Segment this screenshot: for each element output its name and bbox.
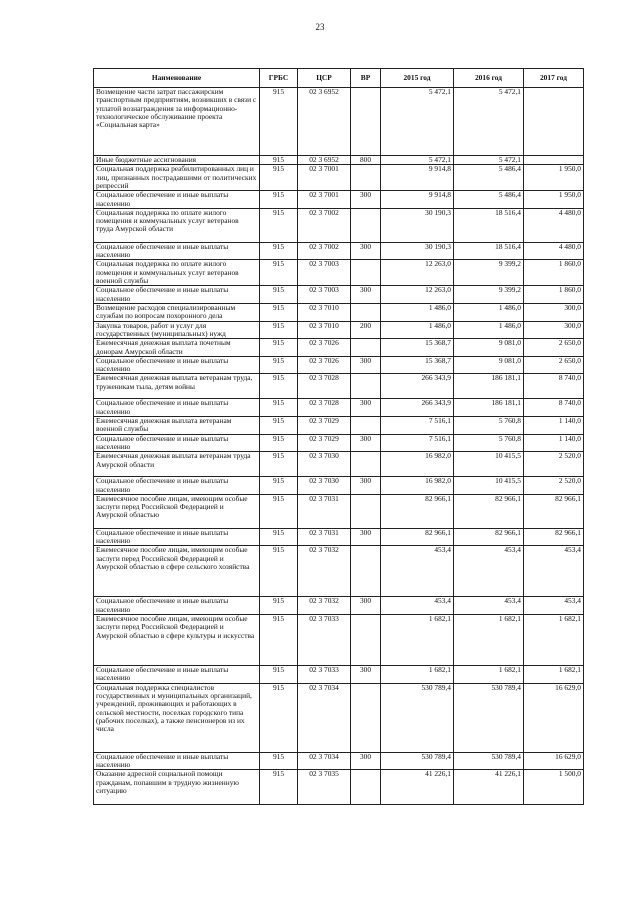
amount-2016-cell: 186 181,1	[454, 374, 524, 399]
table-row	[94, 615, 584, 666]
csr-cell: 02 3 7033	[298, 615, 351, 666]
vr-cell	[351, 615, 381, 666]
amount-2016-cell: 5 486,4	[454, 191, 524, 209]
vr-cell: 300	[351, 286, 381, 304]
vr-cell: 300	[351, 477, 381, 495]
amount-2016-cell: 186 181,1	[454, 399, 524, 417]
header-name: Наименование	[94, 69, 260, 88]
table-row	[94, 260, 584, 286]
grbs-cell: 915	[260, 191, 298, 209]
csr-cell: 02 3 7032	[298, 597, 351, 615]
table-row	[94, 399, 584, 417]
grbs-cell: 915	[260, 356, 298, 374]
grbs-cell: 915	[260, 88, 298, 156]
vr-cell: 800	[351, 156, 381, 165]
amount-2015-cell: 30 190,3	[381, 242, 454, 260]
csr-cell: 02 3 6952	[298, 156, 351, 165]
csr-cell: 02 3 7029	[298, 434, 351, 452]
grbs-cell: 915	[260, 477, 298, 495]
table-row	[94, 494, 584, 528]
budget-table	[93, 68, 584, 805]
table-row	[94, 242, 584, 260]
vr-cell	[351, 546, 381, 597]
amount-2017-cell	[524, 88, 584, 156]
csr-cell: 02 3 7002	[298, 208, 351, 242]
name-cell: Социальное обеспечение и иные выплаты населению	[94, 191, 260, 209]
csr-cell: 02 3 7003	[298, 260, 351, 286]
amount-2015-cell: 1 682,1	[381, 666, 454, 684]
csr-cell: 02 3 7030	[298, 452, 351, 477]
amount-2016-cell: 9 399,2	[454, 260, 524, 286]
grbs-cell: 915	[260, 452, 298, 477]
grbs-cell: 915	[260, 434, 298, 452]
header-csr: ЦСР	[298, 69, 351, 88]
table-row	[94, 321, 584, 339]
vr-cell	[351, 208, 381, 242]
table-header-row	[94, 69, 584, 88]
amount-2015-cell: 9 914,8	[381, 191, 454, 209]
table-row	[94, 546, 584, 597]
amount-2017-cell: 82 966,1	[524, 494, 584, 528]
header-2017: 2017 год	[524, 69, 584, 88]
amount-2017-cell: 1 950,0	[524, 191, 584, 209]
amount-2017-cell	[524, 156, 584, 165]
csr-cell: 02 3 7002	[298, 242, 351, 260]
name-cell: Иные бюджетные ассигнования	[94, 156, 260, 165]
amount-2016-cell: 82 966,1	[454, 494, 524, 528]
grbs-cell: 915	[260, 242, 298, 260]
csr-cell: 02 3 6952	[298, 88, 351, 156]
table-row	[94, 191, 584, 209]
name-cell: Социальное обеспечение и иные выплаты населению	[94, 399, 260, 417]
amount-2017-cell: 300,0	[524, 321, 584, 339]
csr-cell: 02 3 7034	[298, 752, 351, 770]
name-cell: Ежемесячная денежная выплата ветеранам труда Амурской области	[94, 452, 260, 477]
name-cell: Социальное обеспечение и иные выплаты населению	[94, 666, 260, 684]
grbs-cell: 915	[260, 770, 298, 805]
amount-2015-cell: 41 226,1	[381, 770, 454, 805]
amount-2015-cell: 530 789,4	[381, 752, 454, 770]
amount-2017-cell: 1 860,0	[524, 260, 584, 286]
amount-2015-cell: 16 982,0	[381, 477, 454, 495]
amount-2015-cell: 9 914,8	[381, 165, 454, 191]
amount-2016-cell: 9 081,0	[454, 356, 524, 374]
vr-cell	[351, 88, 381, 156]
amount-2016-cell: 1 486,0	[454, 321, 524, 339]
amount-2017-cell: 1 860,0	[524, 286, 584, 304]
amount-2015-cell: 30 190,3	[381, 208, 454, 242]
vr-cell	[351, 260, 381, 286]
amount-2016-cell: 18 516,4	[454, 242, 524, 260]
table-row	[94, 528, 584, 546]
amount-2015-cell: 16 982,0	[381, 452, 454, 477]
amount-2015-cell: 5 472,1	[381, 88, 454, 156]
vr-cell: 200	[351, 321, 381, 339]
grbs-cell: 915	[260, 156, 298, 165]
header-2016: 2016 год	[454, 69, 524, 88]
grbs-cell: 915	[260, 304, 298, 322]
csr-cell: 02 3 7035	[298, 770, 351, 805]
table-row	[94, 304, 584, 322]
csr-cell: 02 3 7033	[298, 666, 351, 684]
name-cell: Социальная поддержка реабилитированных лиц и лиц, признанных пострадавшими от политических репрессий	[94, 165, 260, 191]
name-cell: Социальное обеспечение и иные выплаты населению	[94, 477, 260, 495]
table-row	[94, 477, 584, 495]
table-body	[94, 88, 584, 805]
amount-2017-cell: 1 140,0	[524, 417, 584, 435]
amount-2017-cell: 1 950,0	[524, 165, 584, 191]
amount-2015-cell: 7 516,1	[381, 434, 454, 452]
name-cell: Социальное обеспечение и иные выплаты населению	[94, 242, 260, 260]
amount-2016-cell: 453,4	[454, 546, 524, 597]
table-row	[94, 374, 584, 399]
csr-cell: 02 3 7003	[298, 286, 351, 304]
csr-cell: 02 3 7032	[298, 546, 351, 597]
amount-2016-cell: 41 226,1	[454, 770, 524, 805]
name-cell: Ежемесячное пособие лицам, имеющим особые заслуги перед Российской Федерацией и Амурской областью	[94, 494, 260, 528]
name-cell: Социальное обеспечение и иные выплаты населению	[94, 597, 260, 615]
vr-cell	[351, 683, 381, 752]
grbs-cell: 915	[260, 666, 298, 684]
grbs-cell: 915	[260, 321, 298, 339]
csr-cell: 02 3 7028	[298, 374, 351, 399]
vr-cell: 300	[351, 597, 381, 615]
amount-2017-cell: 8 740,0	[524, 374, 584, 399]
amount-2016-cell: 453,4	[454, 597, 524, 615]
amount-2015-cell: 1 682,1	[381, 615, 454, 666]
amount-2016-cell: 530 789,4	[454, 683, 524, 752]
page-number: 23	[315, 22, 325, 32]
amount-2015-cell: 15 368,7	[381, 339, 454, 357]
header-vr: ВР	[351, 69, 381, 88]
amount-2015-cell: 1 486,0	[381, 304, 454, 322]
csr-cell: 02 3 7030	[298, 477, 351, 495]
name-cell: Оказание адресной социальной помощи гражданам, попавшим в трудную жизненную ситуацию	[94, 770, 260, 805]
amount-2016-cell: 530 789,4	[454, 752, 524, 770]
amount-2016-cell: 5 472,1	[454, 88, 524, 156]
vr-cell: 300	[351, 399, 381, 417]
table-row	[94, 165, 584, 191]
vr-cell: 300	[351, 528, 381, 546]
csr-cell: 02 3 7028	[298, 399, 351, 417]
grbs-cell: 915	[260, 286, 298, 304]
vr-cell	[351, 304, 381, 322]
grbs-cell: 915	[260, 597, 298, 615]
amount-2015-cell: 266 343,9	[381, 399, 454, 417]
amount-2016-cell: 9 081,0	[454, 339, 524, 357]
table-row	[94, 597, 584, 615]
header-grbs: ГРБС	[260, 69, 298, 88]
amount-2016-cell: 5 486,4	[454, 165, 524, 191]
amount-2016-cell: 9 399,2	[454, 286, 524, 304]
amount-2015-cell: 12 263,0	[381, 286, 454, 304]
amount-2017-cell: 16 629,0	[524, 752, 584, 770]
vr-cell	[351, 165, 381, 191]
vr-cell: 300	[351, 434, 381, 452]
grbs-cell: 915	[260, 494, 298, 528]
amount-2015-cell: 15 368,7	[381, 356, 454, 374]
table-row	[94, 339, 584, 357]
amount-2015-cell: 82 966,1	[381, 528, 454, 546]
name-cell: Социальное обеспечение и иные выплаты населению	[94, 434, 260, 452]
table-row	[94, 666, 584, 684]
amount-2016-cell: 5 760,8	[454, 417, 524, 435]
name-cell: Возмещение части затрат пассажирским транспортным предприятиям, возникших в связи с уплатой вознаграждения за информационно-технологическое обслуживание проекта «Социальная карта»	[94, 88, 260, 156]
amount-2015-cell: 266 343,9	[381, 374, 454, 399]
amount-2016-cell: 5 760,8	[454, 434, 524, 452]
amount-2016-cell: 10 415,5	[454, 452, 524, 477]
name-cell: Ежемесячная денежная выплата ветеранам военной службы	[94, 417, 260, 435]
amount-2017-cell: 453,4	[524, 597, 584, 615]
amount-2016-cell: 82 966,1	[454, 528, 524, 546]
csr-cell: 02 3 7010	[298, 304, 351, 322]
amount-2016-cell: 5 472,1	[454, 156, 524, 165]
table-row	[94, 417, 584, 435]
table-row	[94, 356, 584, 374]
csr-cell: 02 3 7010	[298, 321, 351, 339]
grbs-cell: 915	[260, 374, 298, 399]
grbs-cell: 915	[260, 165, 298, 191]
name-cell: Закупка товаров, работ и услуг для государственных (муниципальных) нужд	[94, 321, 260, 339]
amount-2017-cell: 1 140,0	[524, 434, 584, 452]
table-row	[94, 683, 584, 752]
vr-cell: 300	[351, 191, 381, 209]
name-cell: Социальное обеспечение и иные выплаты населению	[94, 752, 260, 770]
amount-2017-cell: 2 520,0	[524, 477, 584, 495]
table-row	[94, 88, 584, 156]
grbs-cell: 915	[260, 546, 298, 597]
vr-cell: 300	[351, 356, 381, 374]
amount-2016-cell: 1 682,1	[454, 666, 524, 684]
table-row	[94, 434, 584, 452]
grbs-cell: 915	[260, 339, 298, 357]
name-cell: Ежемесячное пособие лицам, имеющим особые заслуги перед Российской Федерацией и Амурской областью в сфере культуры и искусства	[94, 615, 260, 666]
table-row	[94, 286, 584, 304]
name-cell: Ежемесячная денежная выплата почетным донорам Амурской области	[94, 339, 260, 357]
amount-2017-cell: 453,4	[524, 546, 584, 597]
vr-cell	[351, 452, 381, 477]
name-cell: Ежемесячное пособие лицам, имеющим особые заслуги перед Российской Федерацией и Амурской областью в сфере сельского хозяйства	[94, 546, 260, 597]
table-row	[94, 208, 584, 242]
amount-2017-cell: 300,0	[524, 304, 584, 322]
vr-cell: 300	[351, 752, 381, 770]
amount-2017-cell: 16 629,0	[524, 683, 584, 752]
name-cell: Социальная поддержка по оплате жилого помещения и коммунальных услуг ветеранов труда Амурской области	[94, 208, 260, 242]
grbs-cell: 915	[260, 683, 298, 752]
amount-2016-cell: 1 486,0	[454, 304, 524, 322]
table-row	[94, 156, 584, 165]
amount-2017-cell: 82 966,1	[524, 528, 584, 546]
grbs-cell: 915	[260, 528, 298, 546]
grbs-cell: 915	[260, 399, 298, 417]
grbs-cell: 915	[260, 260, 298, 286]
name-cell: Возмещение расходов специализированным службам по вопросам похоронного дела	[94, 304, 260, 322]
amount-2016-cell: 18 516,4	[454, 208, 524, 242]
vr-cell	[351, 374, 381, 399]
vr-cell: 300	[351, 666, 381, 684]
csr-cell: 02 3 7029	[298, 417, 351, 435]
amount-2015-cell: 453,4	[381, 597, 454, 615]
amount-2015-cell: 12 263,0	[381, 260, 454, 286]
vr-cell: 300	[351, 242, 381, 260]
table-row	[94, 770, 584, 805]
amount-2017-cell: 4 480,0	[524, 208, 584, 242]
name-cell: Ежемесячная денежная выплата ветеранам труда, труженикам тыла, детям войны	[94, 374, 260, 399]
amount-2015-cell: 453,4	[381, 546, 454, 597]
amount-2017-cell: 2 520,0	[524, 452, 584, 477]
table-row	[94, 752, 584, 770]
name-cell: Социальное обеспечение и иные выплаты населению	[94, 528, 260, 546]
vr-cell	[351, 770, 381, 805]
name-cell: Социальная поддержка по оплате жилого помещения и коммунальных услуг ветеранов военной службы	[94, 260, 260, 286]
amount-2017-cell: 1 682,1	[524, 666, 584, 684]
grbs-cell: 915	[260, 417, 298, 435]
csr-cell: 02 3 7031	[298, 528, 351, 546]
csr-cell: 02 3 7001	[298, 191, 351, 209]
grbs-cell: 915	[260, 208, 298, 242]
amount-2016-cell: 1 682,1	[454, 615, 524, 666]
table-row	[94, 452, 584, 477]
header-2015: 2015 год	[381, 69, 454, 88]
grbs-cell: 915	[260, 615, 298, 666]
csr-cell: 02 3 7034	[298, 683, 351, 752]
amount-2017-cell: 1 500,0	[524, 770, 584, 805]
amount-2015-cell: 5 472,1	[381, 156, 454, 165]
amount-2015-cell: 7 516,1	[381, 417, 454, 435]
name-cell: Социальное обеспечение и иные выплаты населению	[94, 356, 260, 374]
csr-cell: 02 3 7001	[298, 165, 351, 191]
amount-2017-cell: 4 480,0	[524, 242, 584, 260]
csr-cell: 02 3 7031	[298, 494, 351, 528]
grbs-cell: 915	[260, 752, 298, 770]
vr-cell	[351, 494, 381, 528]
amount-2015-cell: 1 486,0	[381, 321, 454, 339]
amount-2017-cell: 2 650,0	[524, 339, 584, 357]
amount-2017-cell: 8 740,0	[524, 399, 584, 417]
name-cell: Социальная поддержка специалистов государственных и муниципальных организаций, учреждений, проживающих и работающих в сельской местности, поселках городского типа (рабочих поселках), а также пенсионеров из их числа	[94, 683, 260, 752]
amount-2015-cell: 82 966,1	[381, 494, 454, 528]
amount-2016-cell: 10 415,5	[454, 477, 524, 495]
amount-2017-cell: 1 682,1	[524, 615, 584, 666]
csr-cell: 02 3 7026	[298, 339, 351, 357]
csr-cell: 02 3 7026	[298, 356, 351, 374]
name-cell: Социальное обеспечение и иные выплаты населению	[94, 286, 260, 304]
amount-2017-cell: 2 650,0	[524, 356, 584, 374]
vr-cell	[351, 339, 381, 357]
vr-cell	[351, 417, 381, 435]
amount-2015-cell: 530 789,4	[381, 683, 454, 752]
